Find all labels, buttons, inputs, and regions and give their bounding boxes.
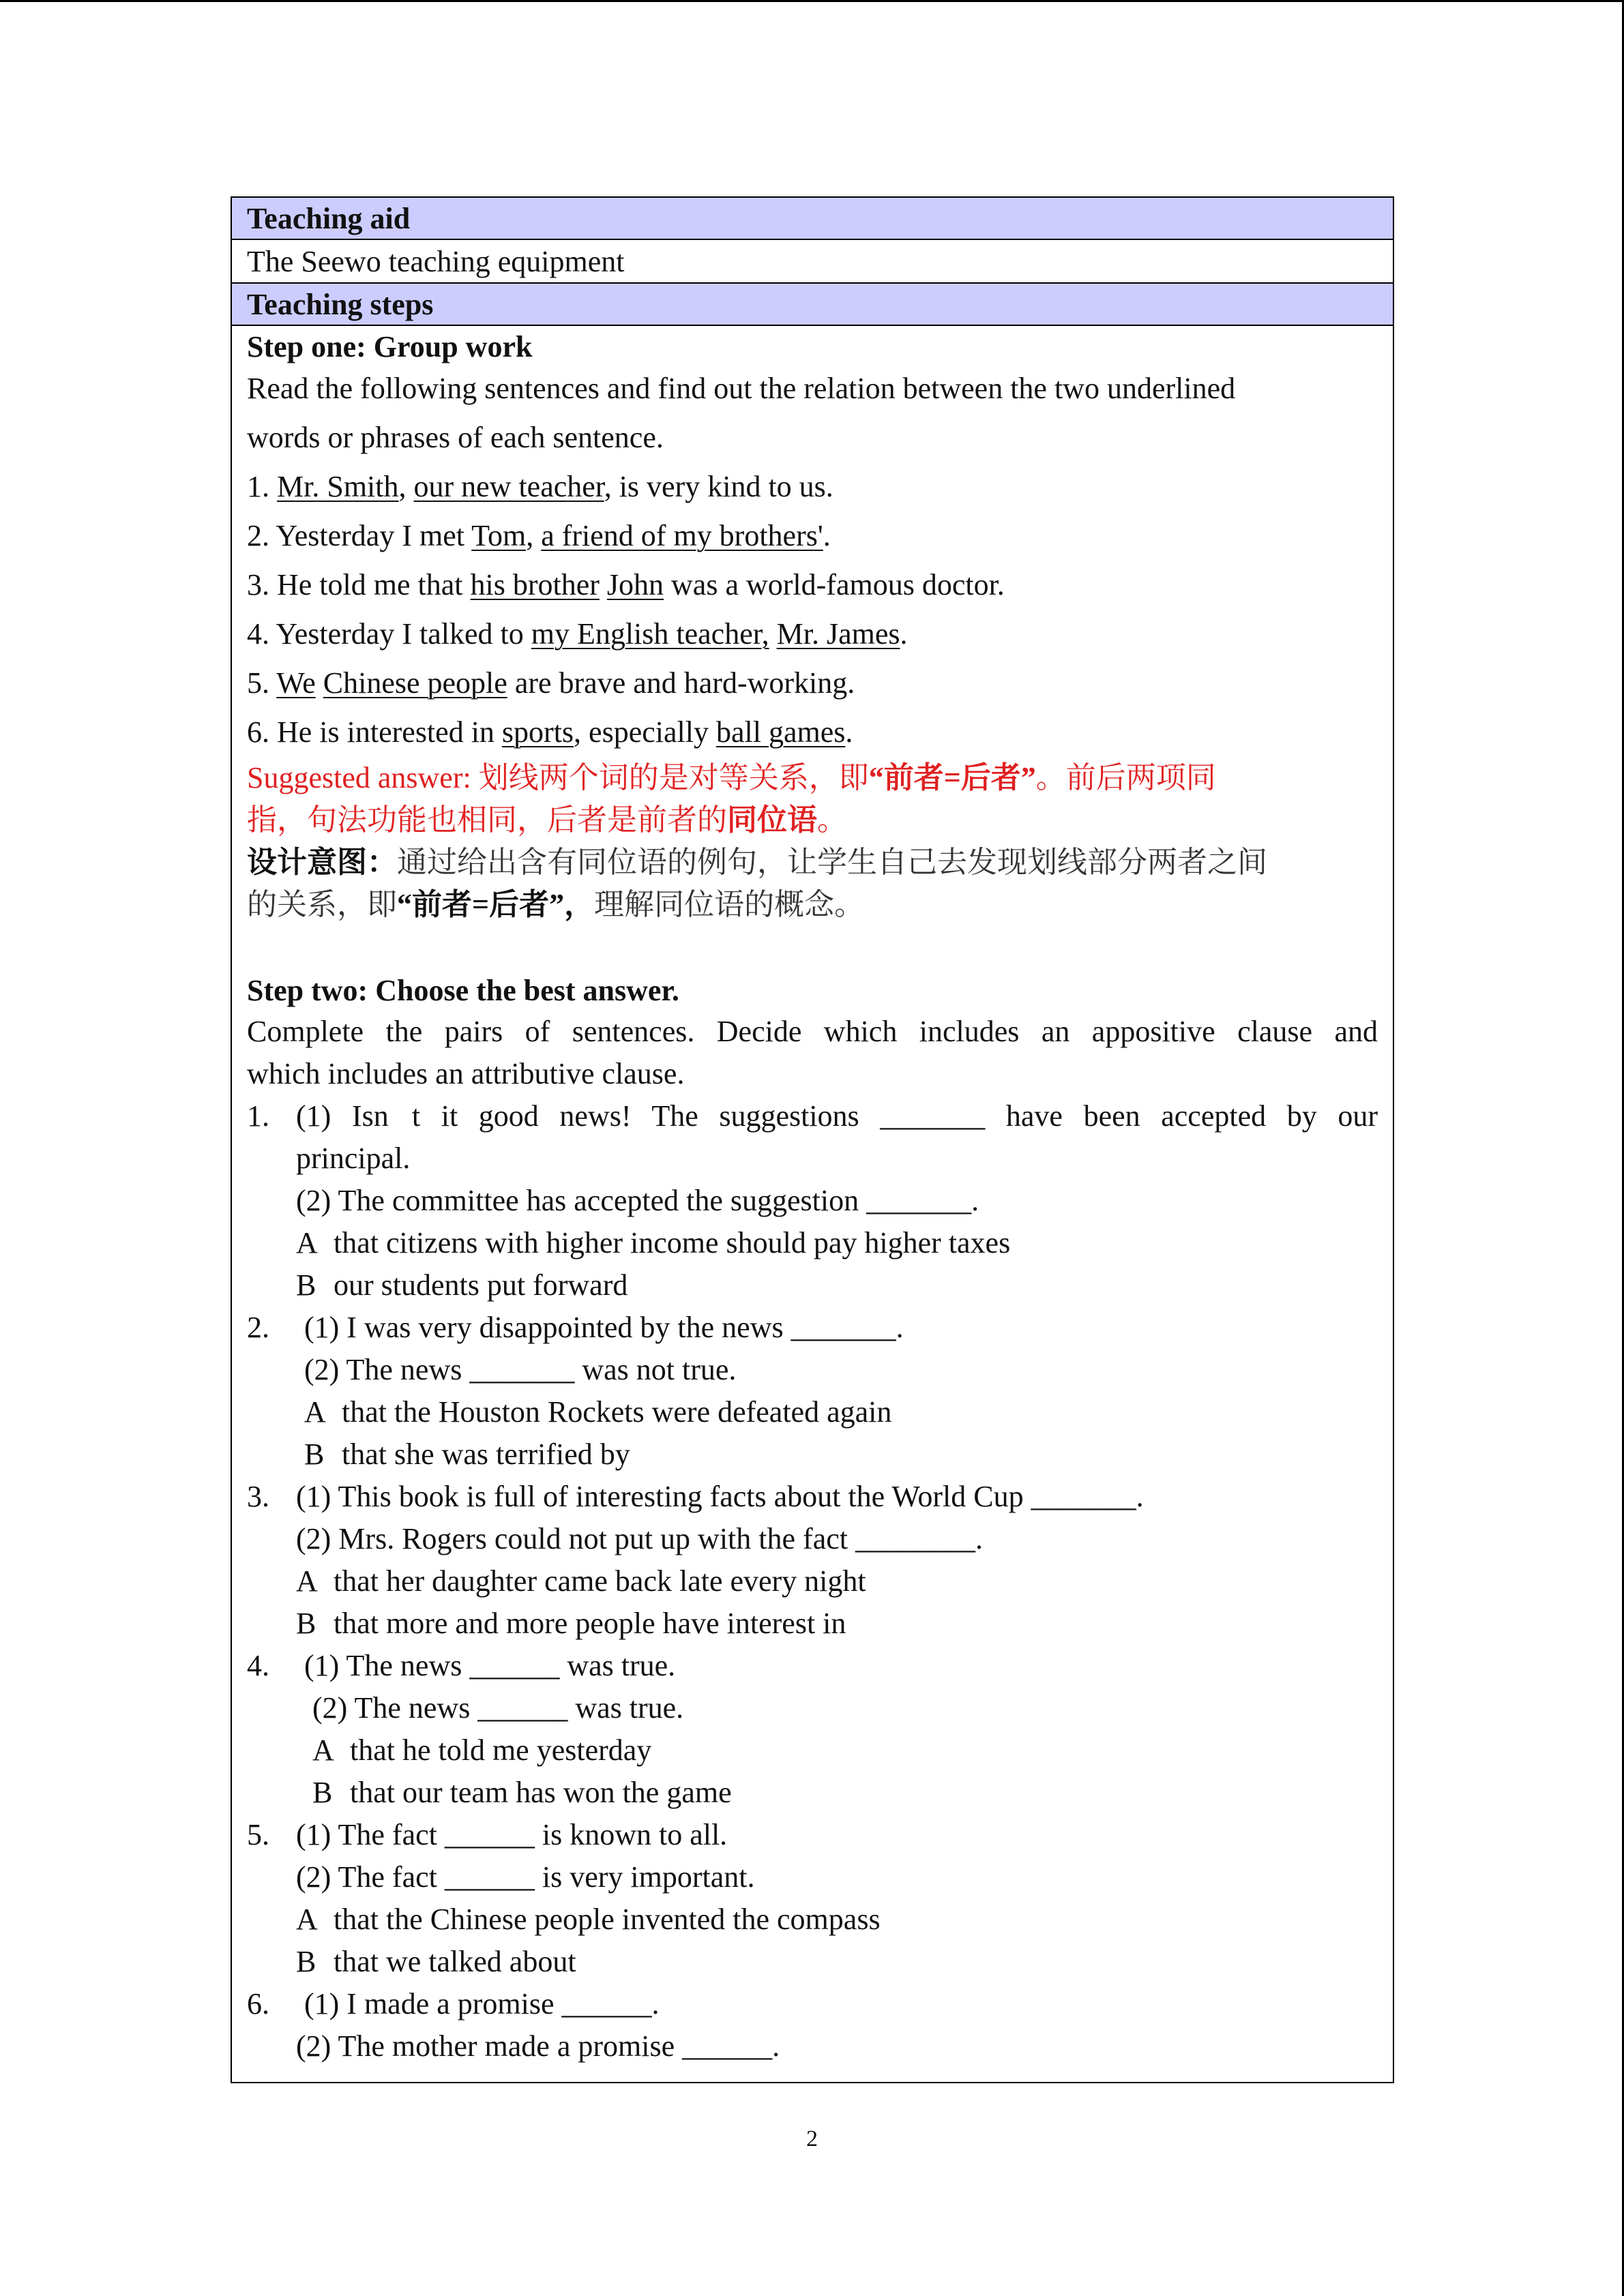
page-top-border [0,0,1624,2]
question-2-option-a: A that the Houston Rockets were defeated again [304,1395,892,1429]
question-1-sentence-2: (2) The committee has accepted the suggestion _______. [296,1184,979,1217]
question-2-sentence-2: (2) The news _______ was not true. [304,1353,737,1386]
example-sentence-1: 1. Mr. Smith, our new teacher, is very kind to us. [247,470,833,503]
question-6-sentence-2: (2) The mother made a promise ______. [296,2029,780,2063]
design-intent-line1: 设计意图：通过给出含有同位语的例句，让学生自己去发现划线部分两者之间 [247,846,1267,879]
underlined-phrase: Chinese people [323,666,507,700]
example-sentence-5: 5. We Chinese people are brave and hard-working. [247,666,855,700]
step-one-title: Step one: Group work [247,330,533,363]
question-5-sentence-2: (2) The fact ______ is very important. [296,1860,755,1894]
step-two-instruction-line2: which includes an attributive clause. [247,1057,685,1090]
question-5-option-b: B that we talked about [296,1945,576,1978]
page-number: 2 [806,2126,818,2151]
underlined-phrase: my English teacher, [531,617,769,651]
question-1-option-b: B our students put forward [296,1268,628,1302]
example-sentence-2: 2. Yesterday I met Tom, a friend of my brothers'. [247,519,831,552]
question-5-option-a: A that the Chinese people invented the compass [296,1903,881,1936]
underlined-phrase: We [276,666,316,700]
suggested-answer-line2: 指，句法功能也相同，后者是前者的同位语。 [247,803,847,837]
underlined-phrase: Mr. Smith [277,470,399,503]
underlined-phrase: Mr. James [776,617,900,651]
question-1-sentence-1-cont: principal. [296,1142,411,1175]
example-sentence-3: 3. He told me that his brother John was a world-famous doctor. [247,568,1005,601]
question-5-sentence-1: 5. (1) The fact ______ is known to all. [247,1818,728,1851]
step-two-title: Step two: Choose the best answer. [247,974,679,1007]
question-3-option-a: A that her daughter came back late every night [296,1564,866,1598]
underlined-phrase: a friend of my brothers' [541,519,823,552]
question-3-sentence-1: 3. (1) This book is full of interesting facts about the World Cup _______. [247,1480,1144,1513]
step-one-instruction-line2: words or phrases of each sentence. [247,421,664,454]
underlined-phrase: ball games [715,715,846,749]
question-2-option-b: B that she was terrified by [304,1437,630,1471]
question-6-sentence-1: 6. (1) I made a promise ______. [247,1987,660,2021]
question-4-sentence-1: 4. (1) The news ______ was true. [247,1649,676,1682]
suggested-answer-line1: Suggested answer: 划线两个词的是对等关系，即“前者=后者”。前后两项同 [247,761,1216,794]
underlined-phrase: our new teacher [413,470,604,503]
question-2-sentence-1: 2. (1) I was very disappointed by the news _______. [247,1311,904,1344]
teaching-aid-value: The Seewo teaching equipment [232,240,1393,284]
design-intent-line2: 的关系，即“前者=后者”，理解同位语的概念。 [247,888,865,921]
question-4-option-b: B that our team has won the game [312,1776,732,1809]
teaching-steps-header: Teaching steps [232,284,1393,326]
underlined-phrase: sports [501,715,574,749]
question-4-option-a: A that he told me yesterday [312,1733,652,1767]
example-sentence-4: 4. Yesterday I talked to my English teacher, Mr. James. [247,617,908,651]
question-3-sentence-2: (2) Mrs. Rogers could not put up with the fact ________. [296,1522,983,1555]
question-4-sentence-2: (2) The news ______ was true. [312,1691,684,1725]
step-one-instruction-line1: Read the following sentences and find out the relation between the two underlined [247,372,1236,405]
teaching-steps-content [232,330,1393,2068]
question-3-option-b: B that more and more people have interest in [296,1607,846,1640]
underlined-phrase: John [606,568,664,601]
step-two-instruction-line1: Complete the pairs of sentences. Decide which includes an appositive clause and [247,1015,1378,1048]
underlined-phrase: Tom [471,519,527,552]
teaching-aid-header: Teaching aid [232,198,1393,240]
example-sentence-6: 6. He is interested in sports, especially ball games. [247,715,853,749]
question-1-option-a: A that citizens with higher income should pay higher taxes [296,1226,1011,1259]
underlined-phrase: his brother [470,568,600,601]
lesson-plan-table [231,196,1394,2083]
spacer [247,926,1378,967]
question-1-sentence-1: 1. (1) Isn t it good news! The suggestions _______ have been accepted by our [247,1099,1378,1133]
